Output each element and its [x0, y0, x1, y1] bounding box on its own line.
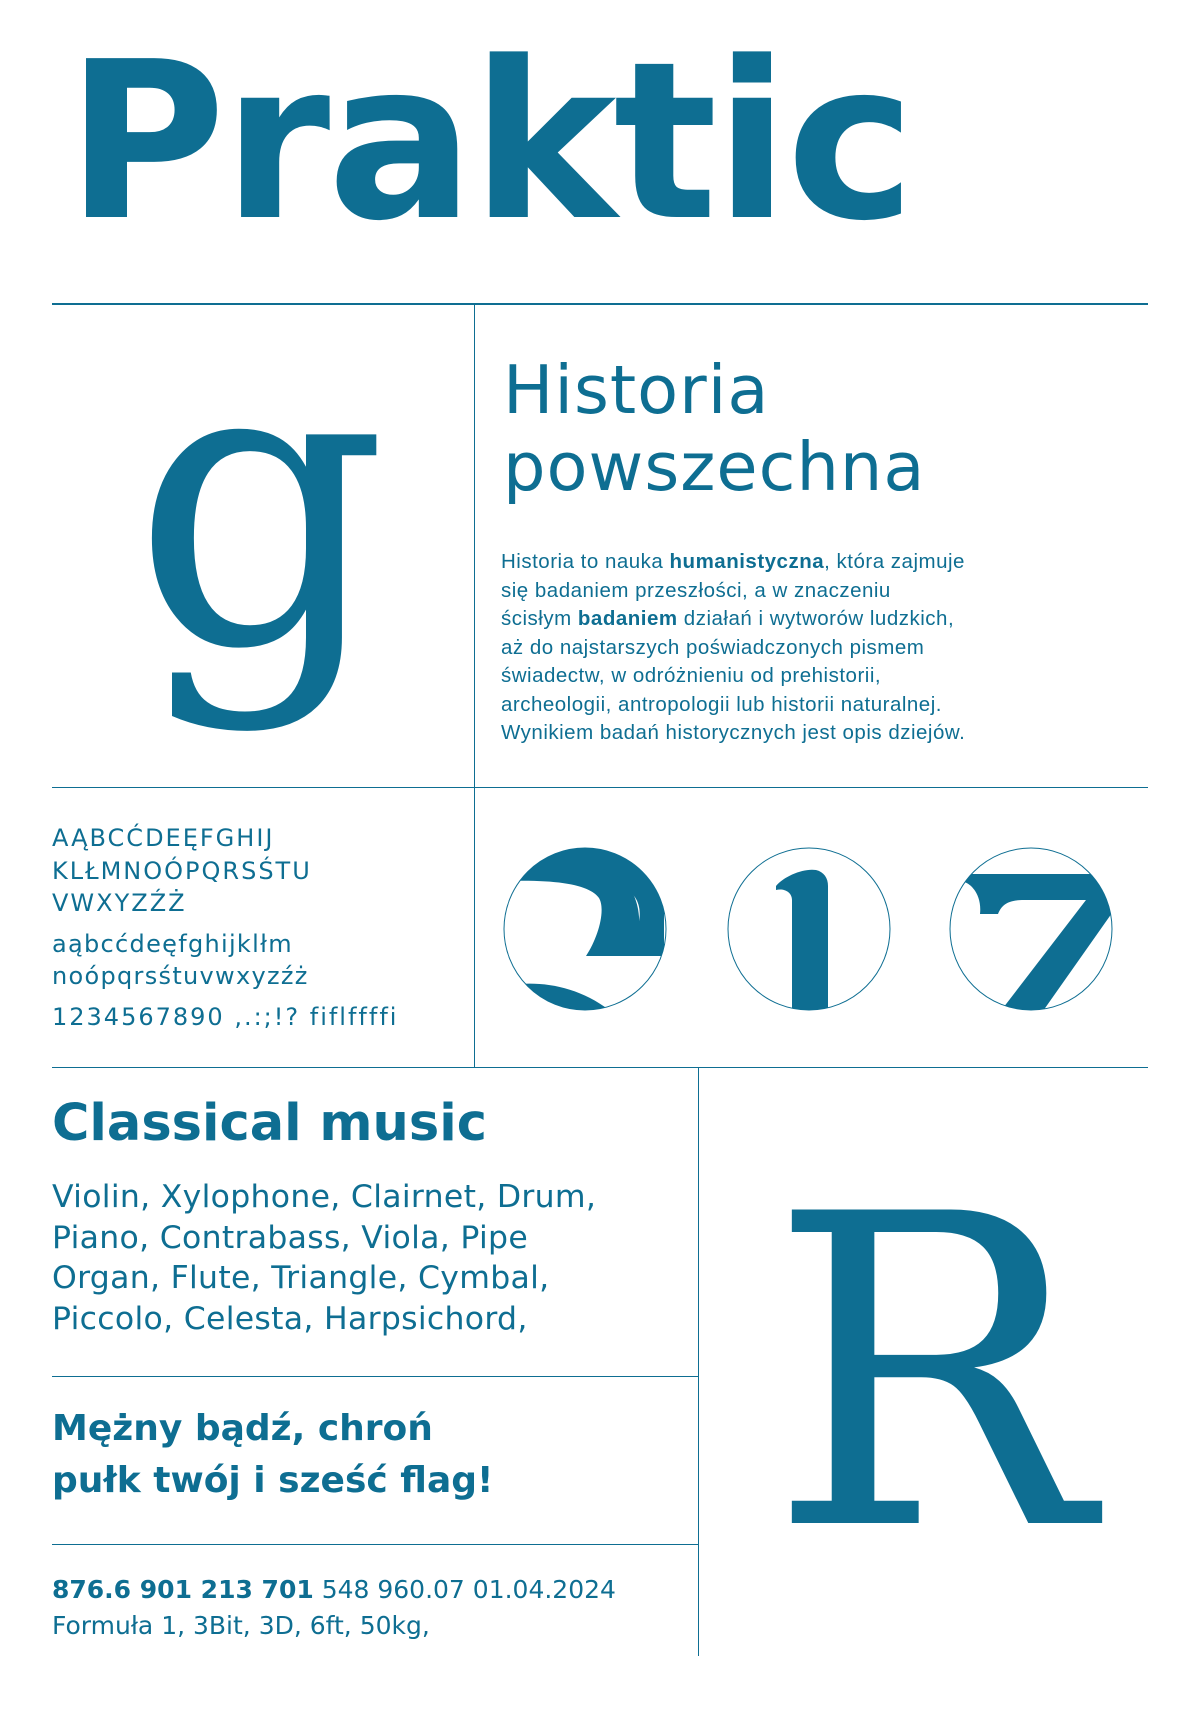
- specimen-paragraph: [501, 548, 1141, 748]
- section-title: Classical music: [52, 1094, 487, 1153]
- numerals-sample: [52, 1572, 712, 1644]
- pangram: [52, 1403, 692, 1507]
- column-divider-bottom: [698, 1068, 699, 1656]
- paragraph-line: się badaniem przeszłości, a w znaczeniu: [501, 578, 891, 602]
- paragraph-line: aż do najstarszych poświadczonych pismem: [501, 635, 925, 659]
- pangram-line-1: Mężny bądź, chroń: [52, 1408, 433, 1449]
- glyph-detail-circles: [494, 838, 1134, 1020]
- glyph-1-stem: [776, 870, 828, 1020]
- numerals-bold: 876.6 901 213 701: [52, 1575, 314, 1604]
- numerals-line-2: Formuła 1, 3Bit, 3D, 6ft, 50kg,: [52, 1611, 430, 1640]
- column-divider-top: [474, 304, 475, 1067]
- numerals-regular: 548 960.07 01.04.2024: [313, 1575, 616, 1604]
- row-divider-4: [52, 1544, 698, 1545]
- specimen-glyph-r: R: [768, 1125, 1092, 1625]
- paragraph-line: [501, 605, 1141, 634]
- heading-line-2: powszechna: [503, 428, 926, 506]
- row-divider-2: [52, 1067, 1148, 1068]
- uppercase-line-3: VWXYZŹŻ: [52, 889, 187, 917]
- paragraph-text: ścisłym: [501, 607, 578, 630]
- page-title: Praktic: [66, 16, 913, 269]
- numerals-line-1: [52, 1572, 712, 1608]
- paragraph-text: działań i wytworów ludzkich,: [677, 607, 955, 630]
- detail-circle-1: [728, 848, 890, 1020]
- paragraph-bold: humanistyczna: [669, 550, 825, 573]
- instrument-line: Organ, Flute, Triangle, Cymbal,: [52, 1260, 550, 1296]
- paragraph-line: archeologii, antropologii lub historii naturalnej.: [501, 692, 942, 716]
- character-set: [52, 822, 462, 1033]
- row-divider-3: [52, 1376, 698, 1377]
- instrument-line: Piano, Contrabass, Viola, Pipe: [52, 1219, 528, 1256]
- paragraph-text: , która zajmuje: [824, 550, 965, 573]
- instrument-list: [52, 1177, 712, 1339]
- instrument-line: Violin, Xylophone, Clairnet, Drum,: [52, 1179, 597, 1215]
- row-divider-1: [52, 787, 1148, 788]
- paragraph-line: Wynikiem badań historycznych jest opis dziejów.: [501, 721, 966, 744]
- detail-circle-2: [494, 838, 676, 1020]
- uppercase-line-2: KLŁMNOÓPQRSŚTU: [52, 856, 312, 885]
- paragraph-text: Historia to nauka: [501, 550, 670, 573]
- specimen-glyph-g: g: [131, 272, 389, 737]
- heading-line-1: Historia: [503, 351, 770, 429]
- instrument-line: Piccolo, Celesta, Harpsichord,: [52, 1300, 528, 1337]
- lowercase-line-2: noópqrsśtuvwxyzźż: [52, 962, 309, 990]
- uppercase-line-1: AĄBCĆDEĘFGHIJ: [52, 824, 275, 852]
- detail-circle-7: [950, 848, 1124, 1020]
- figures-line: 1234567890 ,.:;!? fiflffffi: [52, 1002, 399, 1031]
- lowercase-line-1: aąbcćdeęfghijklłm: [52, 929, 293, 958]
- paragraph-bold: badaniem: [577, 607, 678, 630]
- paragraph-line: świadectw, w odróżnieniu od prehistorii,: [501, 664, 882, 687]
- paragraph-line: [501, 548, 1141, 577]
- specimen-heading: [503, 352, 1143, 506]
- pangram-line-2: pułk twój i sześć flag!: [52, 1460, 494, 1501]
